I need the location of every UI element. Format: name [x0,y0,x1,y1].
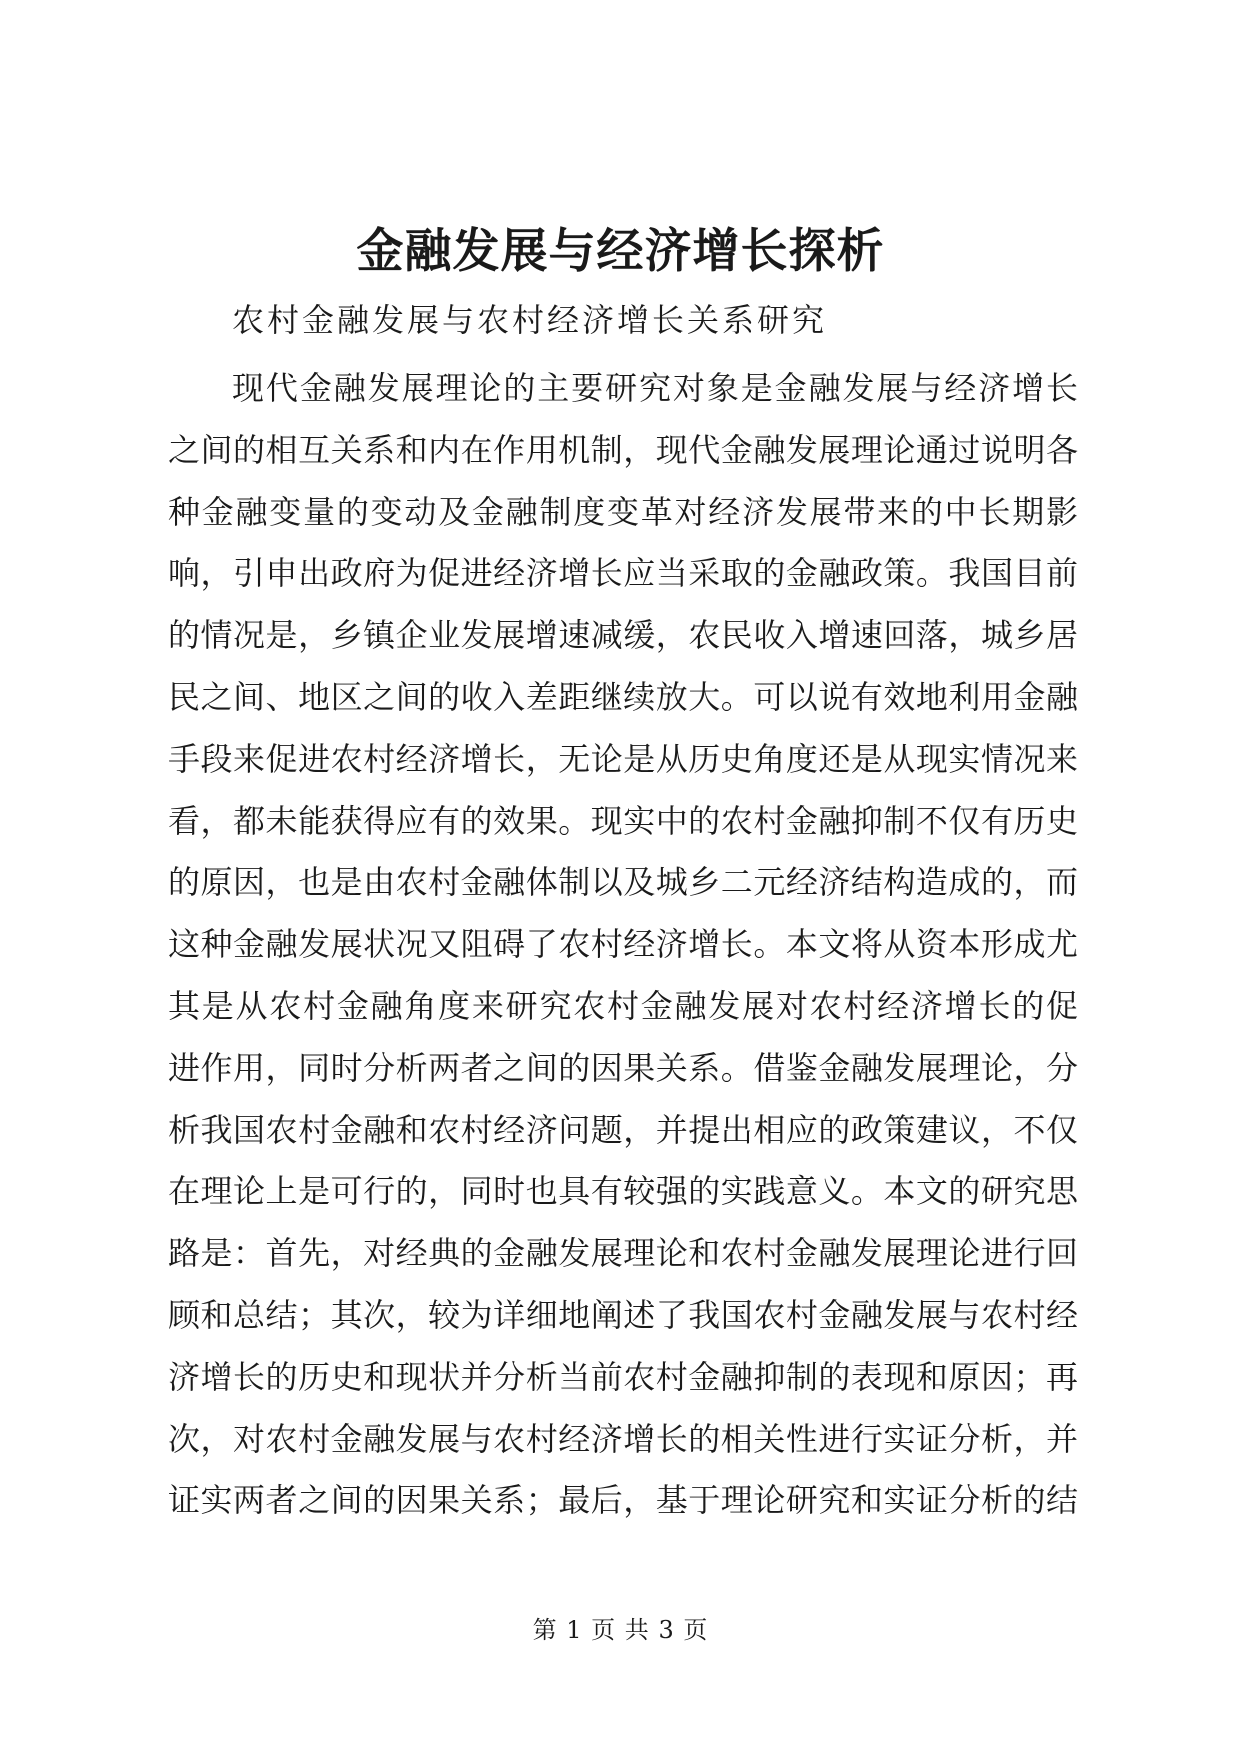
body-line: 次，对农村金融发展与农村经济增长的相关性进行实证分析，并 [168,1419,1078,1458]
body-line: 进作用，同时分析两者之间的因果关系。借鉴金融发展理论，分 [168,1048,1078,1087]
body-line: 其是从农村金融角度来研究农村金融发展对农村经济增长的促 [168,986,1078,1025]
body-line: 手段来促进农村经济增长，无论是从历史角度还是从现实情况来 [168,739,1078,778]
document-title: 金融发展与经济增长探析 [356,224,885,279]
body-line: 路是：首先，对经典的金融发展理论和农村金融发展理论进行回 [168,1234,1078,1273]
body-line: 看，都未能获得应有的效果。现实中的农村金融抑制不仅有历史 [168,801,1078,840]
body-line: 的原因，也是由农村金融体制以及城乡二元经济结构造成的，而 [168,863,1078,902]
body-line: 这种金融发展状况又阻碍了农村经济增长。本文将从资本形成尤 [168,925,1078,964]
body-paragraph [168,358,1078,1532]
body-line: 响，引申出政府为促进经济增长应当采取的金融政策。我国目前 [168,554,1078,593]
body-line: 的情况是，乡镇企业发展增速减缓，农民收入增速回落，城乡居 [168,616,1078,655]
body-line: 济增长的历史和现状并分析当前农村金融抑制的表现和原因；再 [168,1357,1078,1396]
body-line: 种金融变量的变动及金融制度变革对经济发展带来的中长期影 [168,492,1078,531]
body-line: 现代金融发展理论的主要研究对象是金融发展与经济增长 [232,369,1078,407]
body-line: 民之间、地区之间的收入差距继续放大。可以说有效地利用金融 [168,677,1078,716]
body-line: 在理论上是可行的，同时也具有较强的实践意义。本文的研究思 [168,1172,1078,1211]
page-number-footer: 第 1 页 共 3 页 [532,1616,709,1644]
document-subtitle: 农村金融发展与农村经济增长关系研究 [232,301,828,339]
body-line: 证实两者之间的因果关系；最后，基于理论研究和实证分析的结 [168,1481,1078,1520]
body-line: 之间的相互关系和内在作用机制，现代金融发展理论通过说明各 [168,430,1078,469]
body-line: 顾和总结；其次，较为详细地阐述了我国农村金融发展与农村经 [168,1295,1078,1334]
body-line: 析我国农村金融和农村经济问题，并提出相应的政策建议，不仅 [168,1110,1078,1149]
